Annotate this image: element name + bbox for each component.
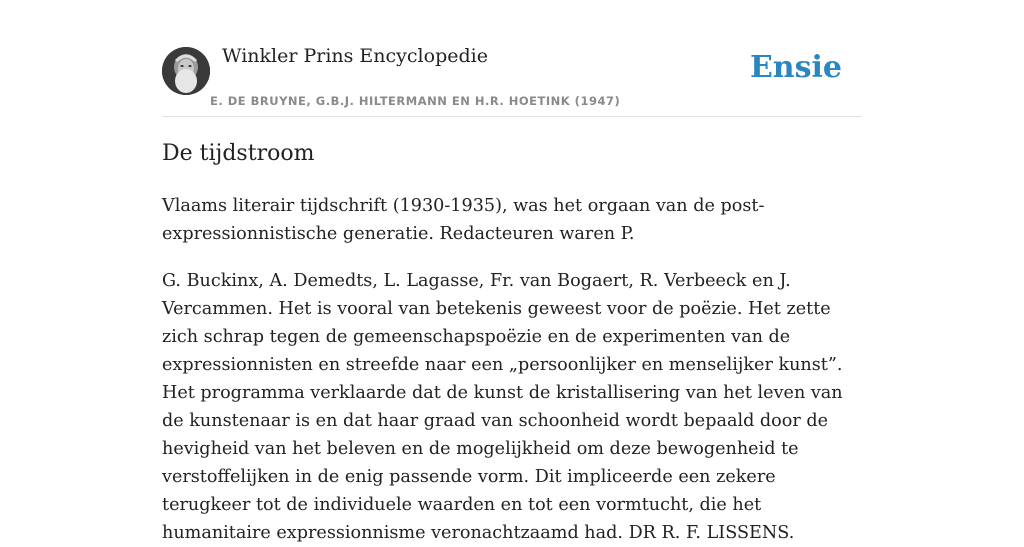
publication-title[interactable]: Winkler Prins Encyclopedie (222, 45, 488, 67)
publication-authors: E. DE BRUYNE, G.B.J. HILTERMANN EN H.R. HOETINK (1947) (210, 94, 621, 108)
author-portrait-avatar (162, 47, 210, 95)
article-title: De tijdstroom (162, 141, 315, 166)
article-paragraph: Vlaams literair tijdschrift (1930-1935), was het orgaan van de post-expressionnistische generatie. Redacteuren waren P. (162, 196, 765, 244)
article-paragraph: G. Buckinx, A. Demedts, L. Lagasse, Fr. van Bogaert, R. Verbeeck en J. Vercammen. Het is vooral van betekenis geweest voor de poëzie. Het zette zich schrap tegen de gemeenschapspoëzie en de experimenten van de expressionnisten en streefde naar een „persoonlijker en menselijker kunst”. Het programma verklaarde dat de kunst de kristallisering van het leven van de kunstenaar is en dat haar graad van schoonheid wordt bepaald door de hevigheid van het beleven en de mogelijkheid om deze bewogenheid te verstoffelijken in de enig passende vorm. Dit impliceerde een zekere terugkeer tot de individuele waarden en tot een vormtucht, die het humanitaire expressionnisme veronachtzaamd had. DR R. F. LISSENS. (162, 271, 843, 543)
ensie-logo[interactable]: Ensie (749, 50, 842, 85)
publication-header (162, 0, 862, 117)
page (162, 0, 862, 543)
portrait-image (162, 47, 210, 95)
